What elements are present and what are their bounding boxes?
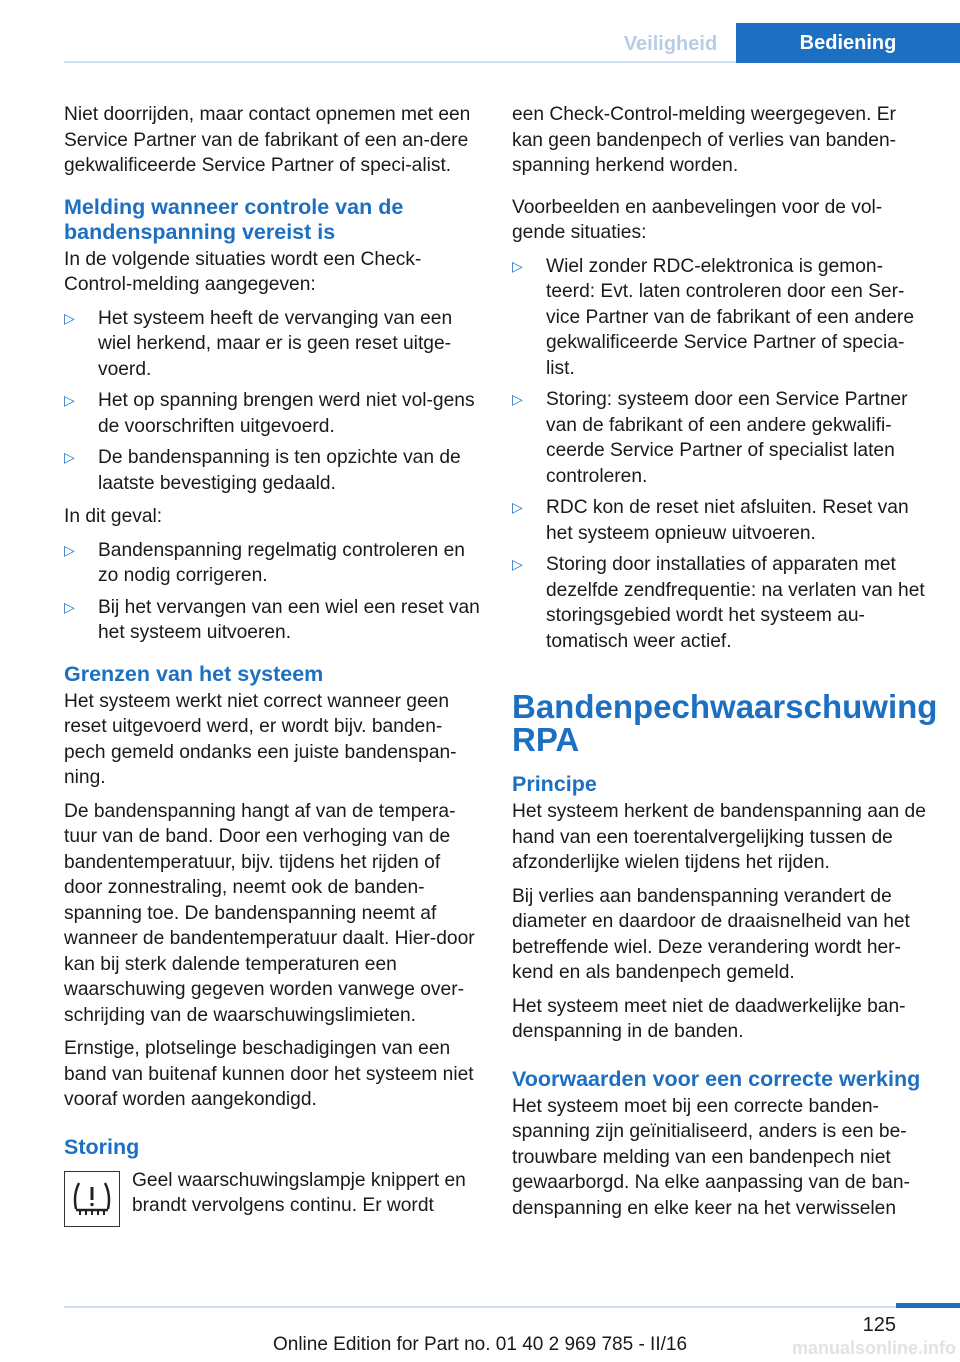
list-item: ▷ Storing: systeem door een Service Partner van de fabrikant of een andere gekwalifi-ceerde Service Partner of specialist laten controleren. [512,387,926,489]
section-tab-veiligheid[interactable]: Veiligheid [623,32,718,55]
paragraph: een Check-Control-melding weergegeven. Er kan geen bandenpech of verlies van banden-spanning herkend worden. [512,104,897,176]
paragraph: Niet doorrijden, maar contact opnemen met een Service Partner van de fabrikant of een an-dere gekwalificeerde Service Partner of speci-alist. [64,104,471,176]
list-item: ▷ Het op spanning brengen werd niet vol-gens de voorschriften uitgevoerd. [64,388,480,439]
section-tab-bediening[interactable]: Bediening [736,23,960,63]
paragraph: Het systeem werkt niet correct wanneer geen reset uitgevoerd werd, er wordt bijv. banden-pech gemeld ondanks een juiste bandenspan-ning. [64,690,457,788]
heading-rpa: Bandenpechwaarschuwing RPA [512,688,938,758]
page-number: 125 [862,1314,896,1336]
tire-pressure-warning-icon [64,1171,120,1227]
bullet-list [64,538,480,646]
bullet-list [512,254,926,655]
paragraph: In dit geval: [64,506,163,527]
list-item: ▷ RDC kon de reset niet afsluiten. Reset van het systeem opnieuw uitvoeren. [512,495,926,546]
heading-melding: Melding wanneer controle van de bandenspanning vereist is [64,194,404,244]
footer-rule [64,1306,960,1308]
list-item: ▷ Bij het vervangen van een wiel een reset van het systeem uitvoeren. [64,595,480,646]
paragraph: Het systeem meet niet de daadwerkelijke ban-denspanning in de banden. [512,995,906,1042]
page-number-bar [896,1303,960,1308]
paragraph: Het systeem moet bij een correcte banden-spanning zijn geïnitialiseerd, anders is een be-trouwbare melding van een bandenpech niet gewaarborgd. Na elke aanpassing van de ban-denspanning en elke keer na het verwisselen [512,1095,910,1219]
heading-storing: Storing [64,1134,140,1159]
paragraph: Ernstige, plotselinge beschadigingen van een band van buitenaf kunnen door het systeem niet vooraf worden aangekondigd. [64,1038,474,1110]
warning-row [64,1168,480,1227]
right-column [512,102,938,1229]
paragraph: De bandenspanning hangt af van de tempera-tuur van de band. Door een verhoging van de bandentemperatuur, bijv. tijdens het rijden of door zonnestraling, neemt ook de banden-spanning toe. De bandenspanning neemt af wanneer de bandentemperatuur daalt. Hier-door kan bij sterk dalende temperaturen een waarschuwing gegeven worden vanwege over-schrijding van de waarschuwingslimieten. [64,800,475,1026]
bullet-list [64,306,480,497]
heading-voorwaarden: Voorwaarden voor een correcte werking [512,1066,921,1091]
edition-footer: Online Edition for Part no. 01 40 2 969 785 - II/16 [272,1334,688,1355]
list-item: ▷ Bandenspanning regelmatig controleren en zo nodig corrigeren. [64,538,480,589]
list-item: ▷ Het systeem heeft de vervanging van een wiel herkend, maar er is geen reset uitge-voerd. [64,306,480,383]
paragraph: Geel waarschuwingslampje knippert en brandt vervolgens continu. Er wordt [132,1169,466,1216]
paragraph: Het systeem herkent de bandenspanning aan de hand van een toerentalvergelijking tussen de afzonderlijke wielen tijdens het rijden. [512,801,926,873]
list-item: ▷ De bandenspanning is ten opzichte van de laatste bevestiging gedaald. [64,445,480,496]
paragraph: Voorbeelden en aanbevelingen voor de vol-gende situaties: [512,196,883,243]
left-column [64,102,480,1227]
paragraph: Bij verlies aan bandenspanning verandert de diameter en daardoor de draaisnelheid van het betreffende wiel. Deze verandering wordt her-kend en als bandenpech gemeld. [512,885,910,983]
heading-grenzen: Grenzen van het systeem [64,661,324,686]
list-item: ▷ Wiel zonder RDC-elektronica is gemon-teerd: Evt. laten controleren door een Ser-vice Partner van de fabrikant of een andere gekwalificeerde Service Partner of specia-list. [512,254,926,382]
paragraph: In de volgende situaties wordt een Check-Control-melding aangegeven: [64,248,422,295]
list-item: ▷ Storing door installaties of apparaten met dezelfde zendfrequentie: na verlaten van het storingsgebied wordt het systeem au-tomatisch weer actief. [512,552,926,654]
watermark: manualsonline.info [791,1338,956,1358]
heading-principe: Principe [512,772,597,796]
